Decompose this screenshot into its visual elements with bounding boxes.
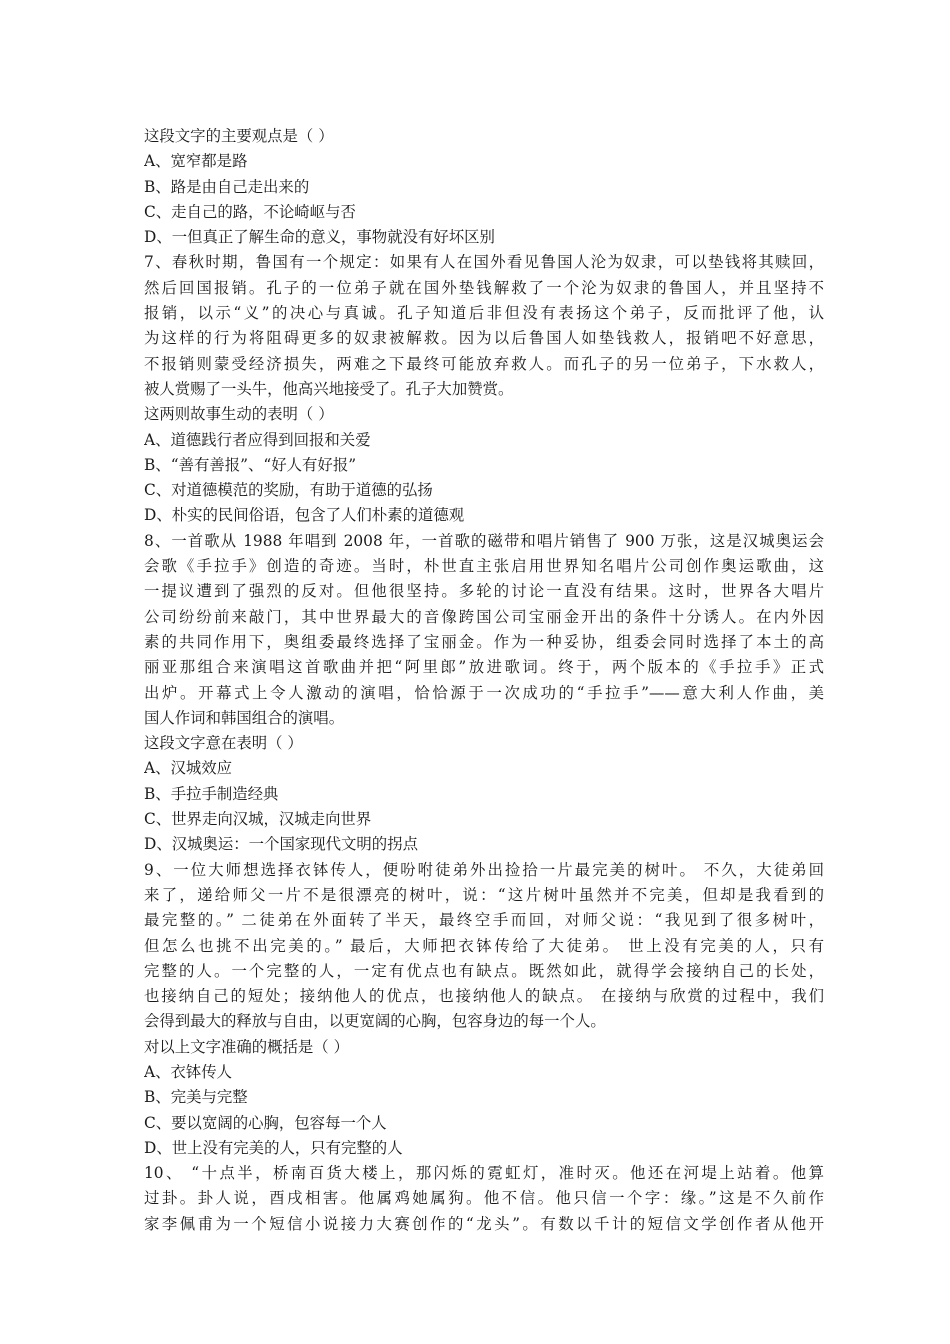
option-d: D、一但真正了解生命的意义，事物就没有好坏区别 [144,228,495,247]
option-a: A、道德践行者应得到回报和关爱 [144,430,371,449]
passage-line: 出炉。开幕式上令人激动的演唱，恰恰源于一次成功的“手拉手”——意大利人作曲，美 [144,683,824,702]
passage-line: 素的共同作用下，奥组委最终选择了宝丽金。作为一种妥协，组委会同时选择了本土的高 [144,632,824,651]
passage-line: 被人赏赐了一头牛，他高兴地接受了。孔子大加赞赏。 [144,379,514,398]
passage-line: 国人作词和韩国组合的演唱。 [144,708,345,727]
question-9 [144,858,824,1162]
passage-line: 一提议遭到了强烈的反对。但他很坚持。多轮的讨论一直没有结果。这时，世界各大唱片 [144,582,824,601]
passage-line: 不报销则蒙受经济损失，两难之下最终可能放弃救人。而孔子的另一位弟子，下水救人， [144,354,824,373]
option-d: D、世上没有完美的人，只有完整的人 [144,1138,403,1157]
passage-line: 8、一首歌从 1988 年唱到 2008 年，一首歌的磁带和唱片销售了 900 万张，这是汉城奥运会 [144,531,824,550]
option-b: B、手拉手制造经典 [144,784,279,803]
passage-line: 丽亚那组合来演唱这首歌曲并把“阿里郎”放进歌词。终于，两个版本的《手拉手》正式 [144,658,824,677]
document-page [144,124,824,1237]
passage-line: 过卦。卦人说，酉戌相害。他属鸡她属狗。他不信。他只信一个字：缘。”这是不久前作 [144,1189,824,1208]
question-10 [144,1161,824,1237]
passage-line: 报销，以示“义”的决心与真诚。孔子知道后非但没有表扬这个弟子，反而批评了他，认 [144,304,824,323]
passage-line: 为这样的行为将阻碍更多的奴隶被解救。因为以后鲁国人如垫钱救人，报销吧不好意思， [144,329,824,348]
passage-line: 完整的人。一个完整的人，一定有优点也有缺点。既然如此，就得学会接纳自己的长处， [144,961,824,980]
question-6 [144,124,824,250]
option-b: B、“善有善报”、“好人有好报” [144,455,357,474]
passage-line: 家李佩甫为一个短信小说接力大赛创作的“龙头”。有数以千计的短信文学创作者从他开 [144,1214,824,1233]
option-a: A、衣钵传人 [144,1062,233,1081]
passage-line: 公司纷纷前来敲门，其中世界最大的音像跨国公司宝丽金开出的条件十分诱人。在内外因 [144,607,824,626]
option-d: D、汉城奥运：一个国家现代文明的拐点 [144,835,418,854]
passage-line: 7、春秋时期，鲁国有一个规定：如果有人在国外看见鲁国人沦为奴隶，可以垫钱将其赎回， [144,253,824,272]
passage-line: 也接纳自己的短处；接纳他人的优点，也接纳他人的缺点。 在接纳与欣赏的过程中，我们 [144,987,824,1006]
option-a: A、宽窄都是路 [144,152,248,171]
passage-line: 9、一位大师想选择衣钵传人，便吩咐徒弟外出捡拾一片最完美的树叶。 不久，大徒弟回 [144,860,824,879]
question-stem: 对以上文字准确的概括是（ ） [144,1037,349,1056]
option-c: C、走自己的路，不论崎岖与否 [144,202,356,221]
passage-line: 但怎么也挑不出完美的。” 最后，大师把衣钵传给了大徒弟。 世上没有完美的人，只有 [144,936,824,955]
question-7 [144,250,824,528]
passage-line: 然后回国报销。孔子的一位弟子就在国外垫钱解救了一个沦为奴隶的鲁国人，并且坚持不 [144,278,824,297]
option-b: B、路是由自己走出来的 [144,177,310,196]
question-stem: 这段文字的主要观点是（ ） [144,127,334,145]
question-8 [144,529,824,858]
passage-line: 会得到最大的释放与自由，以更宽阔的心胸，包容身边的每一个人。 [144,1012,606,1031]
option-d: D、朴实的民间俗语，包含了人们朴素的道德观 [144,506,465,525]
option-c: C、要以宽阔的心胸，包容每一个人 [144,1113,387,1132]
question-stem: 这两则故事生动的表明（ ） [144,405,334,424]
question-stem: 这段文字意在表明（ ） [144,734,303,753]
option-c: C、对道德模范的奖励，有助于道德的弘扬 [144,481,433,500]
passage-line: 10、 “十点半，桥南百货大楼上，那闪烁的霓虹灯，准时灭。他还在河堤上站着。他算 [144,1164,824,1183]
option-a: A、汉城效应 [144,759,233,778]
passage-line: 最完整的。” 二徒弟在外面转了半天，最终空手而回，对师父说：“我见到了很多树叶， [144,911,824,930]
passage-line: 会歌《手拉手》创造的奇迹。当时，朴世直主张启用世界知名唱片公司创作奥运歌曲，这 [144,557,824,576]
option-b: B、完美与完整 [144,1088,248,1107]
passage-line: 来了，递给师父一片不是很漂亮的树叶，说：“这片树叶虽然并不完美，但却是我看到的 [144,885,824,904]
option-c: C、世界走向汉城，汉城走向世界 [144,810,372,829]
